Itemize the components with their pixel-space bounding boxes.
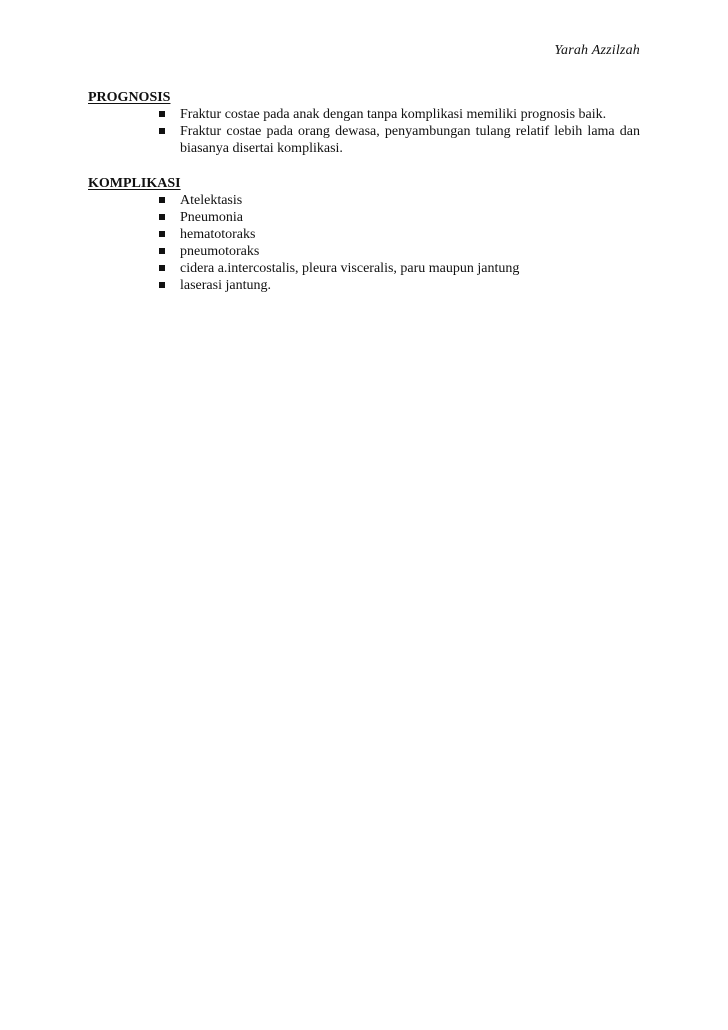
square-bullet-icon [159,248,165,254]
list-item-text: Pneumonia [180,210,243,225]
square-bullet-icon [159,282,165,288]
komplikasi-section [88,175,640,294]
list-item-text: cidera a.intercostalis, pleura visceralis, paru maupun jantung [180,261,520,276]
list-item-text: Fraktur costae pada anak dengan tanpa komplikasi memiliki prognosis baik. [180,107,607,122]
list-item [180,226,640,243]
square-bullet-icon [159,111,165,117]
prognosis-list [88,106,640,157]
list-item [180,277,640,294]
square-bullet-icon [159,231,165,237]
prognosis-heading: PROGNOSIS [88,90,171,105]
list-item-text: pneumotoraks [180,244,260,259]
square-bullet-icon [159,214,165,220]
square-bullet-icon [159,197,165,203]
list-item [180,192,640,209]
list-item [180,209,640,226]
header-author: Yarah Azzilzah [554,43,640,58]
komplikasi-list [88,192,640,294]
square-bullet-icon [159,265,165,271]
list-item [180,260,640,277]
list-item-text: hematotoraks [180,227,256,242]
list-item [180,243,640,260]
list-item [180,106,640,123]
list-item [180,123,640,157]
komplikasi-heading: KOMPLIKASI [88,176,181,191]
list-item-text: Fraktur costae pada orang dewasa, penyambungan tulang relatif lebih lama dan biasanya disertai komplikasi. [180,124,640,156]
list-item-text: laserasi jantung. [180,278,271,293]
square-bullet-icon [159,128,165,134]
list-item-text: Atelektasis [180,193,243,208]
prognosis-section [88,89,640,157]
